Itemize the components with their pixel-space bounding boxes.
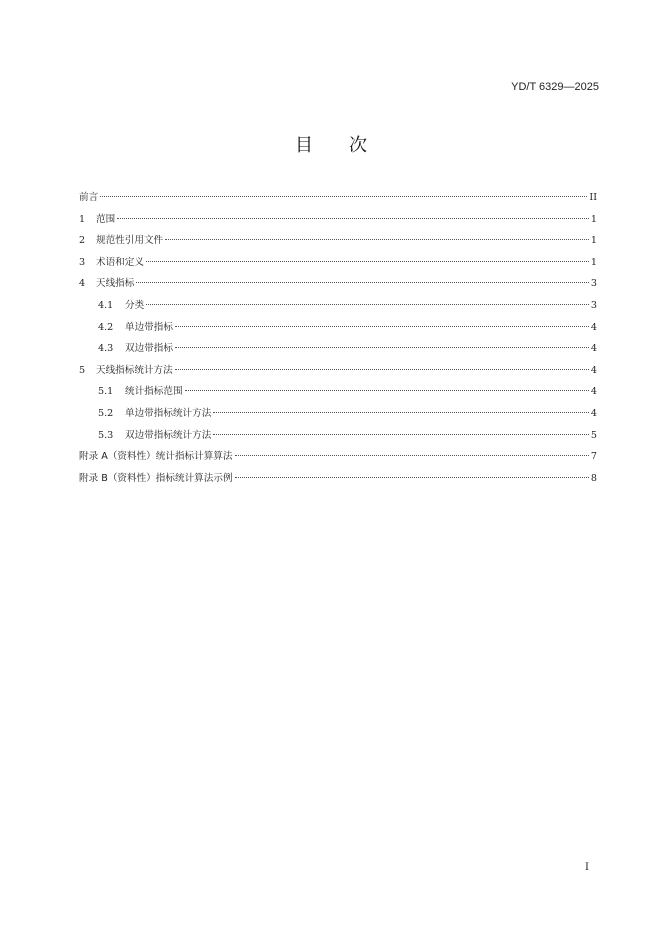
toc-entry-page: 7 (590, 451, 597, 463)
toc-entry-title: 术语和定义 (96, 256, 144, 268)
dot-leader (175, 347, 589, 348)
toc-entry-appendix-b[interactable] (79, 468, 597, 490)
dot-leader (175, 326, 589, 327)
toc-entry-single-sideband-methods[interactable] (79, 403, 597, 425)
toc-entry-title: 天线指标 (96, 278, 135, 290)
toc-entry-page: 8 (590, 472, 597, 484)
toc-entry-page: 5 (590, 429, 597, 441)
dot-leader (100, 196, 587, 197)
toc-entry-title: 统计指标范围 (125, 386, 183, 398)
dot-leader (235, 477, 589, 478)
toc-entry-title: 前言 (79, 192, 99, 203)
dot-leader (136, 282, 589, 283)
dot-leader (175, 369, 589, 370)
toc-entry-antenna-indicators[interactable] (79, 273, 597, 295)
toc-entry-number: 4.3 (98, 343, 114, 355)
toc-entry-number: 4.1 (98, 299, 114, 311)
toc-entry-statistics-scope[interactable] (79, 381, 597, 403)
toc-entry-number: 5.1 (98, 386, 114, 398)
dot-leader (213, 412, 589, 413)
toc-entry-page: 4 (590, 386, 597, 398)
toc-entry-number: 3 (79, 256, 86, 268)
toc-entry-title: 规范性引用文件 (96, 235, 164, 247)
toc-entry-normative-references[interactable] (79, 230, 597, 252)
toc-entry-title: 附录 A（资料性）统计指标计算算法 (79, 451, 233, 463)
toc-entry-page: 4 (590, 343, 597, 355)
dot-leader (213, 434, 589, 435)
toc-entry-statistics-methods[interactable] (79, 360, 597, 382)
dot-leader (165, 239, 589, 240)
dot-leader (146, 304, 589, 305)
toc-entry-number: 1 (79, 213, 86, 225)
toc-entry-title: 天线指标统计方法 (96, 364, 173, 376)
toc-entry-foreword[interactable] (79, 187, 597, 209)
toc-entry-number: 4 (79, 278, 86, 290)
toc-entry-title: 双边带指标 (125, 343, 173, 355)
toc-entry-title: 单边带指标 (125, 321, 173, 333)
toc-entry-appendix-a[interactable] (79, 446, 597, 468)
page-number: I (585, 862, 589, 873)
toc-entry-double-sideband-methods[interactable] (79, 425, 597, 447)
toc-entry-page: 4 (590, 321, 597, 333)
toc-entry-single-sideband[interactable] (79, 317, 597, 339)
toc-entry-classification[interactable] (79, 295, 597, 317)
toc-entry-title: 单边带指标统计方法 (125, 407, 212, 419)
toc-entry-title: 附录 B（资料性）指标统计算法示例 (79, 472, 233, 484)
toc-entry-page: 1 (590, 235, 597, 247)
toc-entry-page: II (589, 192, 597, 203)
toc-entry-number: 2 (79, 235, 86, 247)
toc-entry-number: 4.2 (98, 321, 114, 333)
toc-entry-page: 1 (590, 213, 597, 225)
toc-entry-title: 范围 (96, 213, 116, 225)
dot-leader (235, 455, 589, 456)
toc-entry-number: 5.3 (98, 429, 114, 441)
toc-entry-title: 分类 (125, 299, 145, 311)
toc-entry-page: 1 (590, 256, 597, 268)
toc-title: 目次 (295, 135, 403, 156)
dot-leader (117, 218, 589, 219)
toc-entry-title: 双边带指标统计方法 (125, 429, 212, 441)
toc-entry-scope[interactable] (79, 209, 597, 231)
toc-entry-page: 4 (590, 407, 597, 419)
document-code: YD/T 6329—2025 (511, 81, 599, 93)
toc-entry-page: 3 (590, 299, 597, 311)
toc-entry-page: 3 (590, 278, 597, 290)
toc-entry-terms-definitions[interactable] (79, 252, 597, 274)
toc-entry-page: 4 (590, 364, 597, 376)
toc-entry-number: 5 (79, 364, 86, 376)
toc-entry-number: 5.2 (98, 407, 114, 419)
table-of-contents (79, 187, 597, 489)
dot-leader (185, 390, 589, 391)
toc-entry-double-sideband[interactable] (79, 338, 597, 360)
dot-leader (146, 261, 589, 262)
